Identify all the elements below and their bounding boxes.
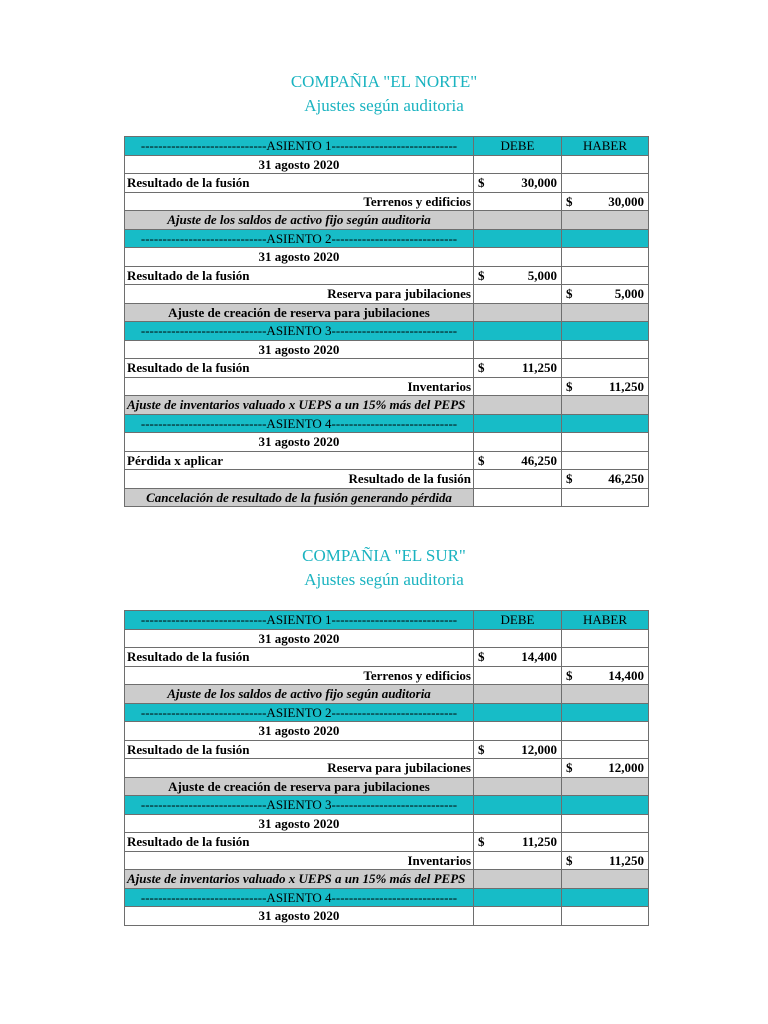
company-subtitle: Ajustes según auditoria: [304, 570, 464, 589]
currency-sign: $: [478, 834, 485, 850]
credit-account: Resultado de la fusión: [125, 470, 474, 489]
currency-sign: $: [478, 649, 485, 665]
asiento-label: -----------------------------ASIENTO 4-----------------------------: [125, 888, 474, 907]
debit-account: Resultado de la fusión: [125, 833, 474, 852]
currency-sign: $: [478, 741, 485, 757]
debit-amount: 11,250: [521, 834, 557, 850]
table-header-row: [125, 137, 649, 156]
entry-note: Cancelación de resultado de la fusión generando pérdida: [125, 488, 474, 507]
entry-date: 31 agosto 2020: [125, 340, 474, 359]
credit-amount: 46,250: [608, 471, 644, 487]
debit-amount: 11,250: [521, 360, 557, 376]
debit-account: Pérdida x aplicar: [125, 451, 474, 470]
table-row: [125, 888, 649, 907]
entry-date: 31 agosto 2020: [125, 155, 474, 174]
table-row: [125, 666, 649, 685]
credit-account: Terrenos y edificios: [125, 192, 474, 211]
table-row: [125, 340, 649, 359]
table-row: [125, 192, 649, 211]
table-row: [125, 377, 649, 396]
debit-amount: 14,400: [521, 649, 557, 665]
table-row: [125, 488, 649, 507]
credit-amount: 11,250: [608, 378, 644, 394]
table-row: [125, 396, 649, 415]
table-row: [125, 433, 649, 452]
asiento-label: -----------------------------ASIENTO 4-----------------------------: [125, 414, 474, 433]
asiento-label: -----------------------------ASIENTO 1-----------------------------: [125, 137, 474, 156]
credit-account: Inventarios: [125, 851, 474, 870]
entry-date: 31 agosto 2020: [125, 248, 474, 267]
table-row: [125, 266, 649, 285]
entry-date: 31 agosto 2020: [125, 907, 474, 926]
asiento-label: -----------------------------ASIENTO 2-----------------------------: [125, 703, 474, 722]
asiento-label: -----------------------------ASIENTO 3-----------------------------: [125, 322, 474, 341]
debe-header: DEBE: [474, 611, 562, 630]
table-row: [125, 470, 649, 489]
currency-sign: $: [478, 360, 485, 376]
table-row: [125, 451, 649, 470]
company-title: COMPAÑIA "EL SUR": [302, 546, 466, 565]
table-row: [125, 685, 649, 704]
debit-account: Resultado de la fusión: [125, 174, 474, 193]
currency-sign: $: [566, 760, 573, 776]
table-row: [125, 907, 649, 926]
entry-note: Ajuste de los saldos de activo fijo según auditoria: [125, 211, 474, 230]
table-row: [125, 648, 649, 667]
entry-note: Ajuste de inventarios valuado x UEPS a un 15% más del PEPS: [125, 396, 474, 415]
credit-amount: 14,400: [608, 667, 644, 683]
credit-account: Reserva para jubilaciones: [125, 759, 474, 778]
table-row: [125, 722, 649, 741]
currency-sign: $: [478, 267, 485, 283]
entry-note: Ajuste de los saldos de activo fijo según auditoria: [125, 685, 474, 704]
company-subtitle: Ajustes según auditoria: [304, 96, 464, 115]
table-row: [125, 248, 649, 267]
entry-date: 31 agosto 2020: [125, 814, 474, 833]
table-row: [125, 777, 649, 796]
entry-note: Ajuste de creación de reserva para jubilaciones: [125, 777, 474, 796]
asiento-label: -----------------------------ASIENTO 2-----------------------------: [125, 229, 474, 248]
asiento-label: -----------------------------ASIENTO 1-----------------------------: [125, 611, 474, 630]
entry-note: Ajuste de creación de reserva para jubilaciones: [125, 303, 474, 322]
table-row: [125, 851, 649, 870]
credit-amount: 30,000: [608, 193, 644, 209]
table-row: [125, 414, 649, 433]
haber-header: HABER: [562, 611, 649, 630]
adjustments-table-sur: [124, 610, 649, 926]
currency-sign: $: [566, 852, 573, 868]
entry-date: 31 agosto 2020: [125, 722, 474, 741]
table-row: [125, 703, 649, 722]
credit-amount: 5,000: [614, 286, 644, 302]
table-row: [125, 796, 649, 815]
table-row: [125, 211, 649, 230]
debit-amount: 5,000: [527, 267, 557, 283]
table-row: [125, 155, 649, 174]
haber-header: HABER: [562, 137, 649, 156]
debit-account: Resultado de la fusión: [125, 740, 474, 759]
table-row: [125, 870, 649, 889]
credit-account: Reserva para jubilaciones: [125, 285, 474, 304]
debit-account: Resultado de la fusión: [125, 266, 474, 285]
currency-sign: $: [566, 378, 573, 394]
currency-sign: $: [566, 667, 573, 683]
debit-amount: 30,000: [521, 175, 557, 191]
debit-account: Resultado de la fusión: [125, 359, 474, 378]
currency-sign: $: [566, 193, 573, 209]
table-row: [125, 285, 649, 304]
entry-note: Ajuste de inventarios valuado x UEPS a un 15% más del PEPS: [125, 870, 474, 889]
credit-amount: 11,250: [608, 852, 644, 868]
company-title: COMPAÑIA "EL NORTE": [290, 72, 478, 91]
debit-amount: 46,250: [521, 452, 557, 468]
table-row: [125, 359, 649, 378]
currency-sign: $: [478, 175, 485, 191]
entry-date: 31 agosto 2020: [125, 433, 474, 452]
asiento-label: -----------------------------ASIENTO 3-----------------------------: [125, 796, 474, 815]
debe-header: DEBE: [474, 137, 562, 156]
debit-amount: 12,000: [521, 741, 557, 757]
currency-sign: $: [478, 452, 485, 468]
adjustments-table-norte: [124, 136, 649, 507]
credit-account: Inventarios: [125, 377, 474, 396]
credit-amount: 12,000: [608, 760, 644, 776]
table-row: [125, 229, 649, 248]
table-row: [125, 303, 649, 322]
table-row: [125, 759, 649, 778]
entry-date: 31 agosto 2020: [125, 629, 474, 648]
table-row: [125, 629, 649, 648]
table-row: [125, 174, 649, 193]
currency-sign: $: [566, 286, 573, 302]
table-row: [125, 833, 649, 852]
currency-sign: $: [566, 471, 573, 487]
table-row: [125, 740, 649, 759]
table-row: [125, 322, 649, 341]
table-header-row: [125, 611, 649, 630]
table-row: [125, 814, 649, 833]
debit-account: Resultado de la fusión: [125, 648, 474, 667]
credit-account: Terrenos y edificios: [125, 666, 474, 685]
